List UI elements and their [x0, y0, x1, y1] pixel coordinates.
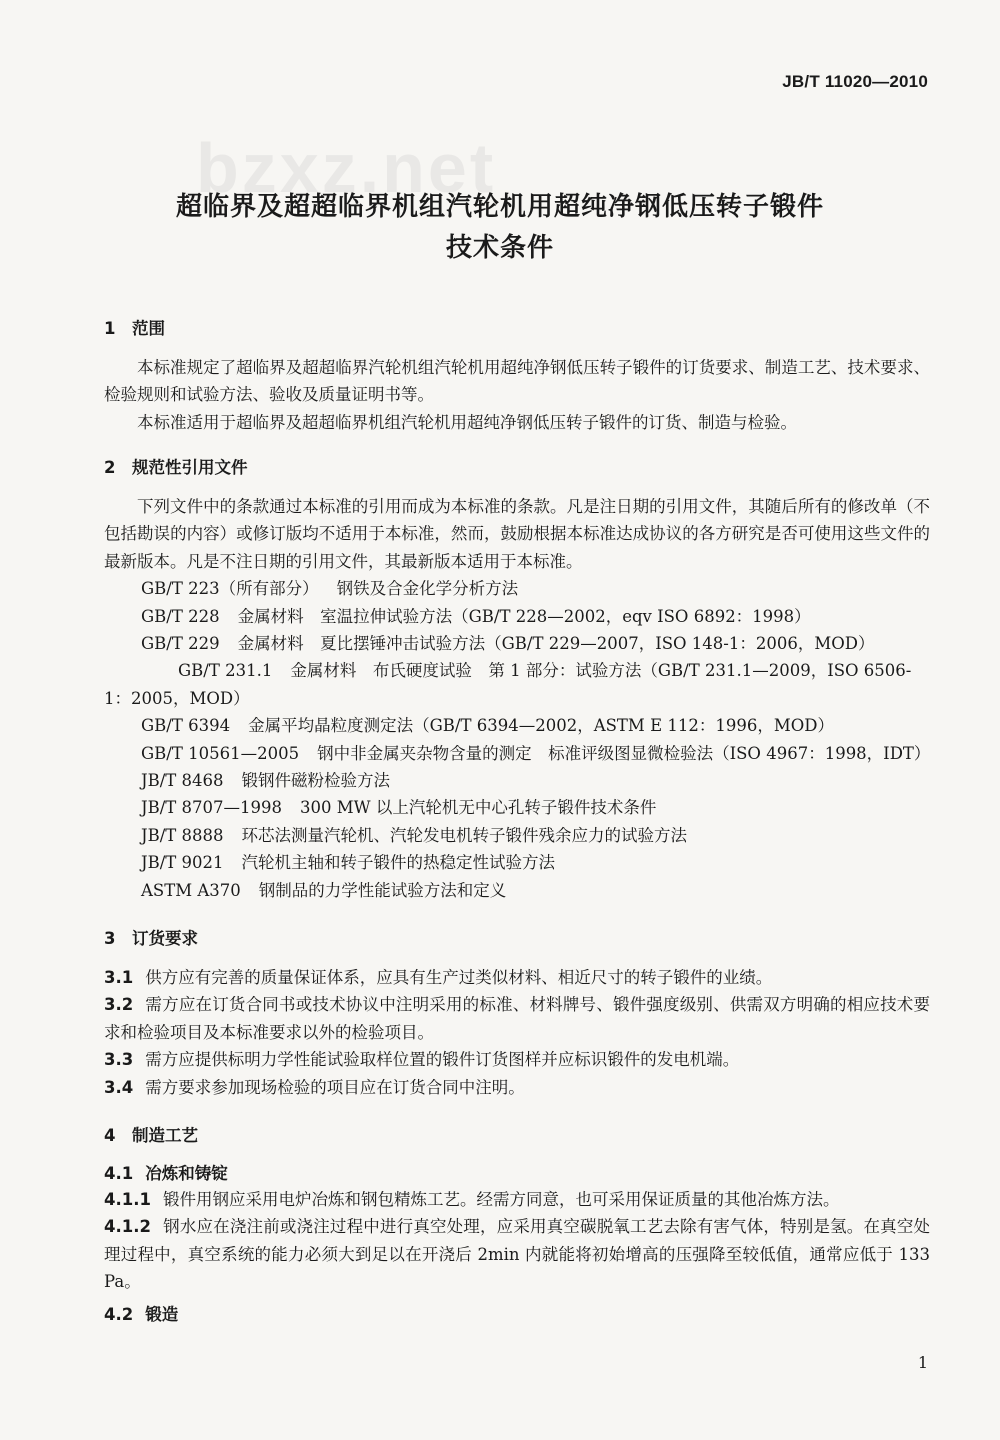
section-4-heading [104, 1122, 198, 1146]
clause: 3.4 需方要求参加现场检验的项目应在订货合同中注明。 [104, 1077, 525, 1097]
reference-item: JB/T 8468 锻钢件磁粉检验方法 [141, 771, 391, 791]
section-3-heading [104, 925, 198, 949]
section-1-body [104, 354, 930, 436]
section-2-body [104, 493, 930, 904]
reference-item: GB/T 223（所有部分） 钢铁及合金化学分析方法 [141, 579, 519, 599]
section-2-heading [104, 454, 248, 478]
section-title: 订货要求 [132, 929, 198, 948]
section-3-body [104, 964, 930, 1101]
section-number: 3 [104, 929, 116, 948]
reference-item: ASTM A370 钢制品的力学性能试验方法和定义 [141, 880, 507, 900]
reference-item: GB/T 229 金属材料 夏比摆锤冲击试验方法（GB/T 229—2007，ISO 148-1：2006，MOD） [141, 634, 875, 654]
subsection-4-2-heading: 4.2 锻造 [104, 1305, 179, 1324]
document-title-line2: 技术条件 [445, 233, 554, 263]
clause: 3.1 供方应有完善的质量保证体系，应具有生产过类似材料、相近尺寸的转子锻件的业绩。 [104, 968, 773, 987]
paragraph: 本标准适用于超临界及超超临界机组汽轮机用超纯净钢低压转子锻件的订货、制造与检验。 [137, 412, 797, 432]
page-number: 1 [917, 1353, 928, 1372]
document-title-line1: 超临界及超超临界机组汽轮机用超纯净钢低压转子锻件 [175, 192, 824, 222]
reference-item: JB/T 8888 环芯法测量汽轮机、汽轮发电机转子锻件残余应力的试验方法 [141, 825, 688, 845]
standard-code: JB/T 11020—2010 [782, 72, 928, 91]
section-number: 2 [104, 458, 116, 477]
reference-item: GB/T 10561—2005 钢中非金属夹杂物含量的测定 标准评级图显微检验法（ISO 4967：1998，IDT） [141, 743, 931, 763]
section-4-body [104, 1186, 930, 1296]
reference-item: GB/T 231.1 金属材料 布氏硬度试验 第 1 部分：试验方法（GB/T 231.1—2009，ISO 6506-1：2005，MOD） [104, 661, 912, 708]
paragraph: 下列文件中的条款通过本标准的引用而成为本标准的条款。凡是注日期的引用文件，其随后所有的修改单（不包括勘误的内容）或修订版均不适用于本标准，然而，鼓励根据本标准达成协议的各方研究是否可使用这些文件的最新版本。凡是不注日期的引用文件，其最新版本适用于本标准。 [104, 497, 930, 571]
section-title: 制造工艺 [132, 1126, 198, 1145]
subsection-4-1-heading: 4.1 冶炼和铸锭 [104, 1164, 228, 1183]
section-1-heading [104, 315, 165, 339]
paragraph: 本标准规定了超临界及超超临界汽轮机组汽轮机用超纯净钢低压转子锻件的订货要求、制造工艺、技术要求、检验规则和试验方法、验收及质量证明书等。 [104, 358, 930, 405]
section-title: 范围 [132, 319, 165, 338]
section-number: 4 [104, 1126, 116, 1145]
clause: 3.3 需方应提供标明力学性能试验取样位置的锻件订货图样并应标识锻件的发电机端。 [104, 1050, 740, 1070]
reference-item: GB/T 228 金属材料 室温拉伸试验方法（GB/T 228—2002，eqv ISO 6892：1998） [141, 606, 811, 626]
clause: 4.1.1 锻件用钢应采用电炉冶炼和钢包精炼工艺。经需方同意，也可采用保证质量的其他冶炼方法。 [104, 1190, 840, 1209]
reference-item: JB/T 8707—1998 300 MW 以上汽轮机无中心孔转子锻件技术条件 [141, 798, 657, 818]
section-title: 规范性引用文件 [132, 458, 248, 477]
clause: 3.2 需方应在订货合同书或技术协议中注明采用的标准、材料牌号、锻件强度级别、供需双方明确的相应技术要求和检验项目及本标准要求以外的检验项目。 [104, 995, 930, 1042]
reference-item: JB/T 9021 汽轮机主轴和转子锻件的热稳定性试验方法 [141, 853, 556, 873]
watermark: bzxz.net [196, 129, 497, 207]
reference-item: GB/T 6394 金属平均晶粒度测定法（GB/T 6394—2002，ASTM E 112：1996，MOD） [141, 716, 834, 736]
section-number: 1 [104, 319, 116, 338]
clause: 4.1.2 钢水应在浇注前或浇注过程中进行真空处理，应采用真空碳脱氧工艺去除有害气体，特别是氢。在真空处理过程中，真空系统的能力必须大到足以在开浇后 2min 内就能将初始增高的压强降至较低值，通常应低于 133 Pa。 [104, 1217, 930, 1292]
